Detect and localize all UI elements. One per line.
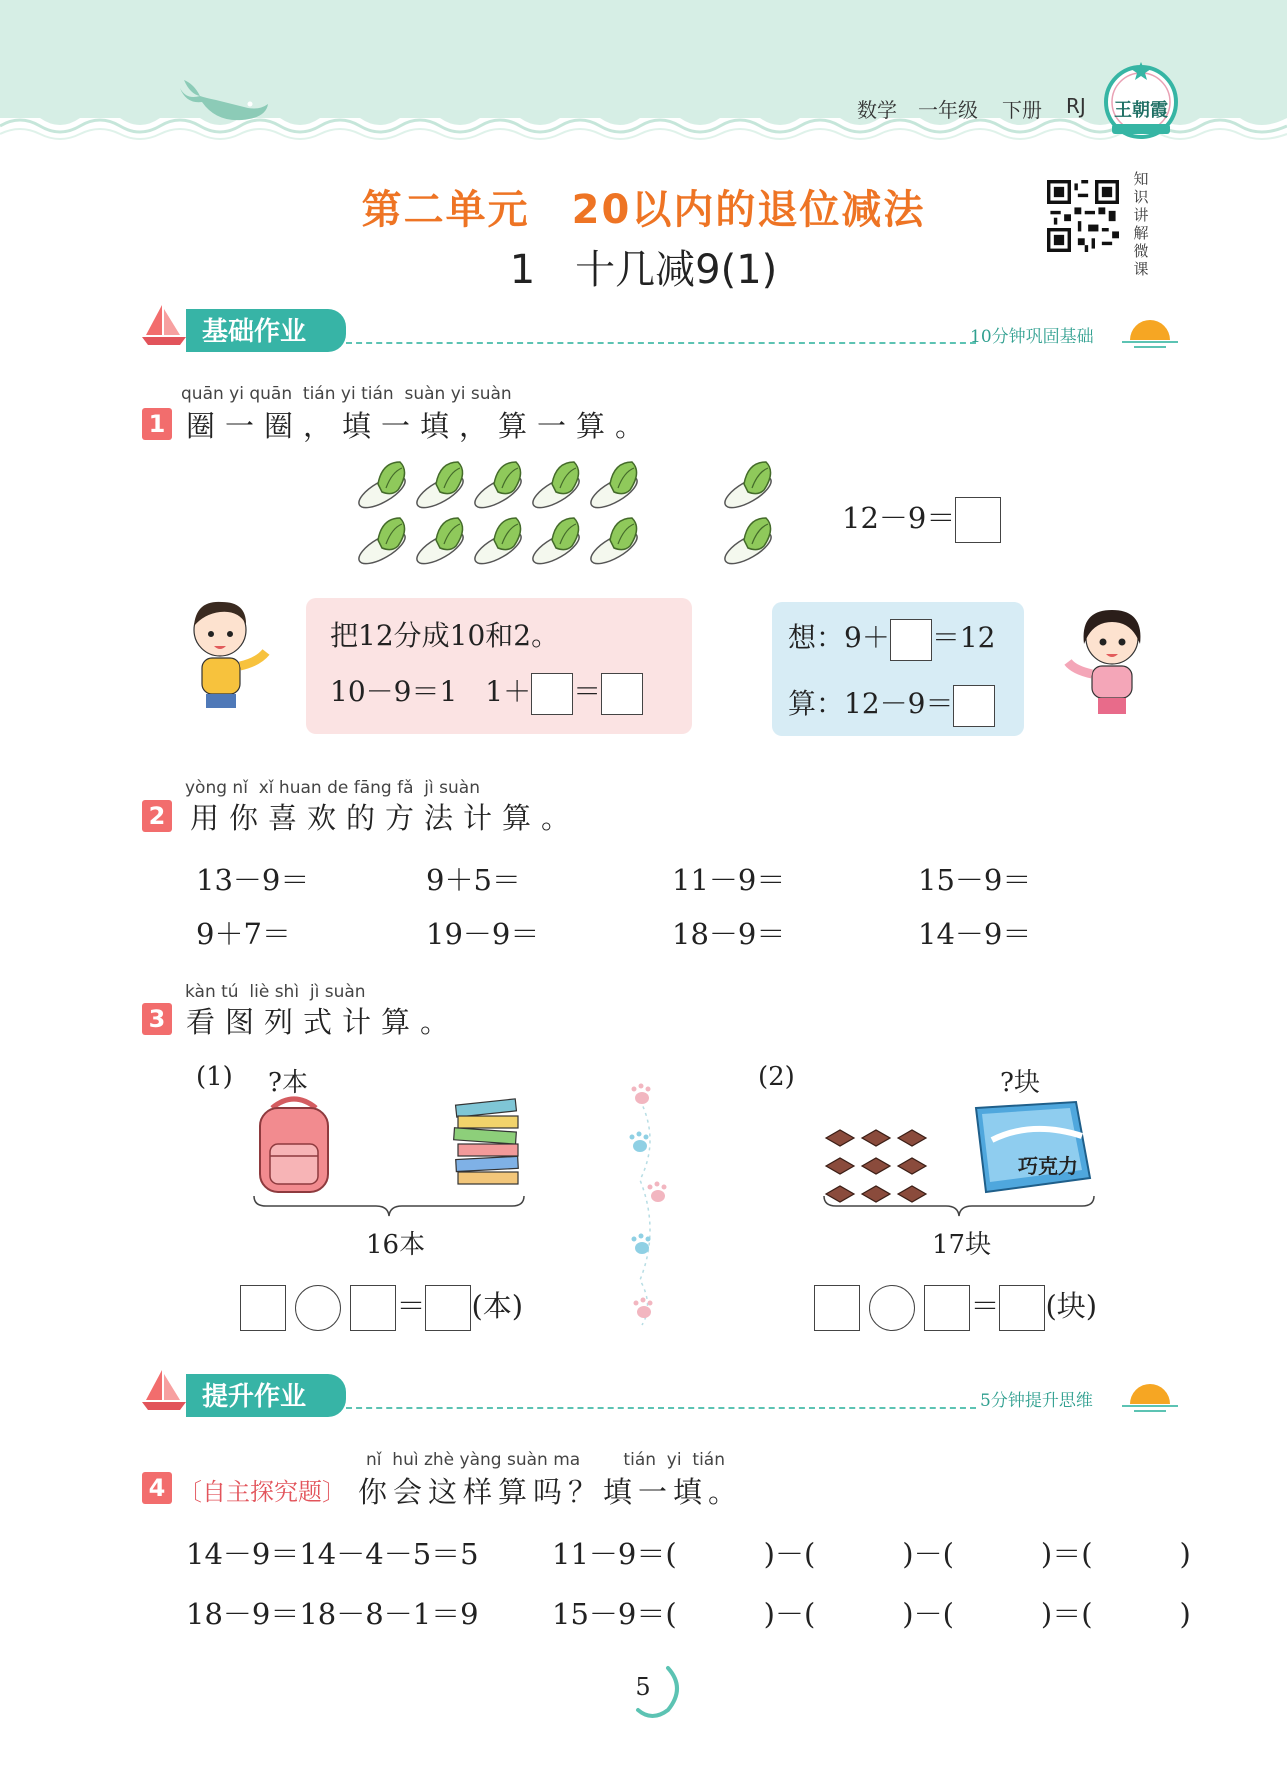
girl-line-1: [788, 616, 995, 661]
q3-part2-total: 17块: [932, 1230, 992, 1260]
q3-part1-box-3[interactable]: [425, 1285, 471, 1331]
q1-equation-text: 12－9＝: [842, 501, 956, 535]
cabbage-group-two: [718, 458, 782, 576]
boy-answer-box-2[interactable]: [601, 673, 643, 715]
header-volume: 下册: [1002, 98, 1042, 122]
section-divider: [346, 1407, 976, 1409]
q2-r1-c1: 13－9＝: [196, 863, 310, 897]
q2-r2-c3: 18－9＝: [672, 917, 786, 951]
q4-tag: 〔自主探究题〕: [178, 1478, 346, 1506]
q3-part1-question: ?本: [268, 1068, 308, 1098]
section-divider: [346, 342, 976, 344]
q1-equation: [842, 496, 1001, 543]
basic-homework-note: 10分钟巩固基础: [970, 327, 1094, 347]
sunset-icon: [1122, 312, 1178, 352]
q1-number-badge: 1: [142, 408, 172, 440]
q4-pinyin: nǐ huì zhè yàng suàn ma tián yi tián: [366, 1450, 725, 1470]
q4-exercise-1[interactable]: 11－9＝( )－( )－( )＝( ): [552, 1537, 1191, 1571]
advanced-homework-label: 提升作业: [186, 1374, 346, 1417]
q3-part2-label: (2): [758, 1062, 795, 1092]
q3-part2-unit: (块): [1045, 1289, 1098, 1323]
q3-part1-answer-row: ＝ (本): [240, 1284, 523, 1331]
boy-line-1: 把12分成10和2。: [330, 619, 560, 652]
q2-instruction: 用你喜欢的方法计算。: [190, 801, 581, 835]
q3-part2-box-2[interactable]: [924, 1285, 970, 1331]
q3-instruction: 看图列式计算。: [186, 1005, 460, 1039]
q3-part2-operator-circle[interactable]: [869, 1285, 915, 1331]
q3-part1-label: (1): [196, 1062, 233, 1092]
paw-prints-divider: [620, 1080, 680, 1330]
qr-caption: 知识讲解微课: [1133, 170, 1149, 278]
girl-line-1-text: 想：9＋: [788, 621, 890, 654]
q3-part1-unit: (本): [471, 1289, 524, 1323]
qr-code-icon[interactable]: [1047, 180, 1119, 252]
advanced-homework-note: 5分钟提升思维: [980, 1391, 1093, 1411]
sunset-icon: [1122, 1376, 1178, 1416]
q3-part2-question: ?块: [1000, 1068, 1040, 1098]
q3-pinyin: kàn tú liè shì jì suàn: [185, 982, 366, 1002]
boy-answer-box-1[interactable]: [531, 673, 573, 715]
q3-part2-box-3[interactable]: [999, 1285, 1045, 1331]
backpack-icon: [252, 1094, 336, 1196]
chocolate-pieces-icon: [822, 1124, 934, 1204]
q3-part2-box-1[interactable]: [814, 1285, 860, 1331]
q3-part1-total: 16本: [366, 1230, 426, 1260]
q4-number-badge: 4: [142, 1472, 172, 1504]
q3-part1-box-1[interactable]: [240, 1285, 286, 1331]
chocolate-box-label: 巧克力: [1018, 1154, 1078, 1178]
q2-r1-c3: 11－9＝: [672, 863, 786, 897]
girl-answer-box-2[interactable]: [953, 685, 995, 727]
girl-line-2-text: 算：12－9＝: [788, 687, 954, 720]
girl-line-2: [788, 682, 995, 727]
q3-part1-box-2[interactable]: [350, 1285, 396, 1331]
q3-part1-operator-circle[interactable]: [295, 1285, 341, 1331]
q4-instruction: 你会这样算吗？填一填。: [358, 1475, 744, 1509]
page-number: 5: [635, 1673, 651, 1701]
sailboat-icon: [140, 303, 188, 347]
cabbage-group-ten: [352, 458, 652, 576]
chocolate-box-icon: [972, 1100, 1094, 1196]
boy-line-2: [330, 670, 643, 715]
q3-part1-brace: [252, 1194, 526, 1220]
q2-r1-c2: 9＋5＝: [426, 863, 521, 897]
q3-part2-answer-row: ＝ (块): [814, 1284, 1097, 1331]
books-stack-icon: [450, 1098, 526, 1194]
q2-r2-c4: 14－9＝: [918, 917, 1032, 951]
q4-exercise-2[interactable]: 15－9＝( )－( )－( )＝( ): [552, 1597, 1191, 1631]
q1-pinyin: quān yi quān tián yi tián suàn yi suàn: [181, 384, 512, 404]
basic-homework-label: 基础作业: [186, 309, 346, 352]
header-subject: 数学: [857, 98, 897, 122]
boy-line-2-equals: ＝: [573, 675, 602, 708]
q2-r1-c4: 15－9＝: [918, 863, 1032, 897]
header-grade: 一年级: [918, 98, 978, 122]
sailboat-icon: [140, 1368, 188, 1412]
boy-line-2-text: 10－9＝1 1＋: [330, 675, 532, 708]
brand-logo-text: 王朝霞: [1114, 100, 1168, 121]
q2-r2-c1: 9＋7＝: [196, 917, 291, 951]
q4-example-1: 14－9＝14－4－5＝5: [186, 1537, 479, 1571]
q1-instruction: 圈一圈，填一填，算一算。: [186, 409, 655, 443]
q2-r2-c2: 19－9＝: [426, 917, 540, 951]
girl-character: [1062, 604, 1156, 724]
q1-answer-box[interactable]: [955, 497, 1001, 543]
q2-number-badge: 2: [142, 800, 172, 832]
q3-number-badge: 3: [142, 1003, 172, 1035]
q3-part2-brace: [822, 1194, 1096, 1220]
boy-character: [180, 596, 276, 720]
header-edition: RJ: [1066, 94, 1086, 118]
q4-example-2: 18－9＝18－8－1＝9: [186, 1597, 479, 1631]
lesson-title: 1 十几减9(1): [509, 247, 778, 293]
q2-pinyin: yòng nǐ xǐ huan de fāng fǎ jì suàn: [185, 778, 480, 798]
girl-answer-box-1[interactable]: [890, 619, 932, 661]
unit-title: 第二单元 20以内的退位减法: [361, 187, 926, 233]
girl-line-1-end: ＝12: [931, 621, 996, 654]
whale-icon: [176, 74, 272, 130]
